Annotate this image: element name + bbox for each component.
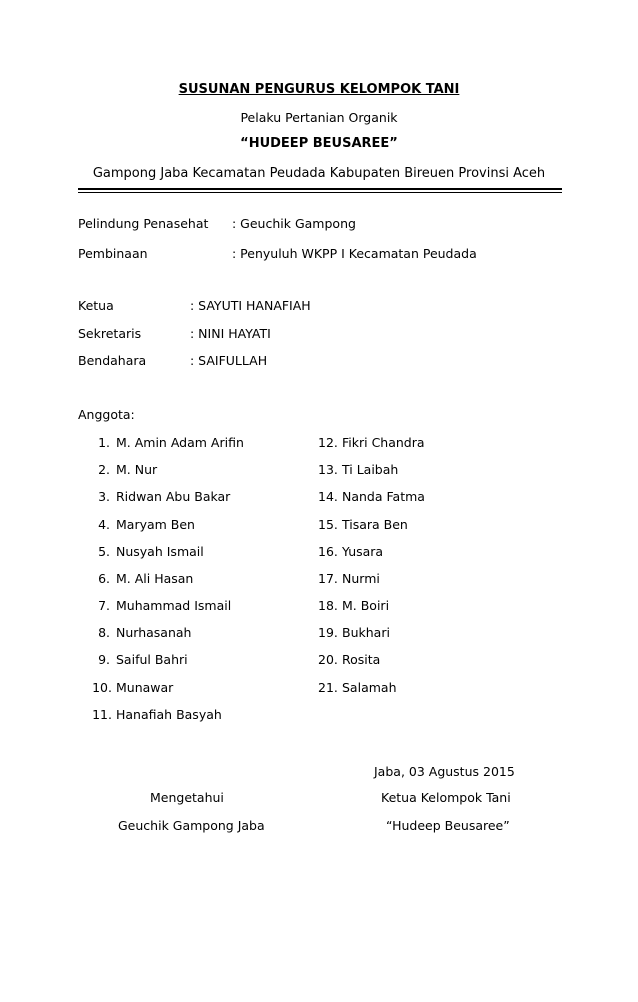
header-divider-thick (78, 188, 562, 190)
officer-label: Ketua (78, 298, 114, 313)
member-number: 19. (318, 625, 338, 640)
member-number: 6. (98, 571, 110, 586)
member-number: 21. (318, 680, 338, 695)
officer-label: Sekretaris (78, 326, 142, 341)
member-name: Ridwan Abu Bakar (116, 489, 231, 504)
member-name: Tisara Ben (342, 517, 408, 532)
member-number: 12. (318, 435, 338, 450)
member-name: Bukhari (342, 625, 390, 640)
member-number: 10. (92, 680, 112, 695)
member-name: Hanafiah Basyah (116, 707, 222, 722)
signature-left-line1: Mengetahui (150, 790, 224, 805)
advisor-label: Pelindung Penasehat (78, 216, 209, 231)
member-name: M. Amin Adam Arifin (116, 435, 244, 450)
member-name: Nanda Fatma (342, 489, 425, 504)
signature-left-line2: Geuchik Gampong Jaba (118, 818, 265, 833)
officer-value: : NINI HAYATI (190, 326, 271, 341)
members-heading: Anggota: (78, 407, 135, 422)
member-number: 9. (98, 652, 110, 667)
member-name: Rosita (342, 652, 381, 667)
member-number: 7. (98, 598, 110, 613)
member-number: 13. (318, 462, 338, 477)
member-name: Nurmi (342, 571, 380, 586)
member-number: 15. (318, 517, 338, 532)
member-name: Maryam Ben (116, 517, 195, 532)
member-name: Salamah (342, 680, 397, 695)
member-number: 3. (98, 489, 110, 504)
member-name: Fikri Chandra (342, 435, 425, 450)
member-number: 2. (98, 462, 110, 477)
member-number: 5. (98, 544, 110, 559)
member-number: 11. (92, 707, 112, 722)
member-name: Munawar (116, 680, 174, 695)
advisor-label: Pembinaan (78, 246, 148, 261)
member-name: Muhammad Ismail (116, 598, 232, 613)
advisor-value: : Penyuluh WKPP I Kecamatan Peudada (232, 246, 477, 261)
document-subtitle: Pelaku Pertanian Organik (240, 110, 398, 125)
member-number: 14. (318, 489, 338, 504)
member-number: 4. (98, 517, 110, 532)
signature-right-line1: Ketua Kelompok Tani (381, 790, 511, 805)
officer-value: : SAYUTI HANAFIAH (190, 298, 311, 313)
member-name: Yusara (342, 544, 384, 559)
officer-label: Bendahara (78, 353, 147, 368)
member-number: 17. (318, 571, 338, 586)
member-name: M. Ali Hasan (116, 571, 194, 586)
member-number: 16. (318, 544, 338, 559)
header-divider-thin (78, 192, 562, 193)
member-number: 8. (98, 625, 110, 640)
group-name: “HUDEEP BEUSAREE” (240, 136, 398, 151)
location-line: Gampong Jaba Kecamatan Peudada Kabupaten Bireuen Provinsi Aceh (92, 166, 546, 181)
member-number: 20. (318, 652, 338, 667)
member-number: 1. (98, 435, 110, 450)
member-name: Ti Laibah (342, 462, 399, 477)
officer-value: : SAIFULLAH (190, 353, 268, 368)
member-name: Nurhasanah (116, 625, 192, 640)
place-date: Jaba, 03 Agustus 2015 (374, 764, 515, 779)
member-name: M. Boiri (342, 598, 390, 613)
advisor-value: : Geuchik Gampong (232, 216, 356, 231)
member-number: 18. (318, 598, 338, 613)
member-name: M. Nur (116, 462, 158, 477)
member-name: Saiful Bahri (116, 652, 188, 667)
signature-right-line2: “Hudeep Beusaree” (386, 818, 510, 833)
document-title: SUSUNAN PENGURUS KELOMPOK TANI (178, 82, 460, 97)
member-name: Nusyah Ismail (116, 544, 204, 559)
